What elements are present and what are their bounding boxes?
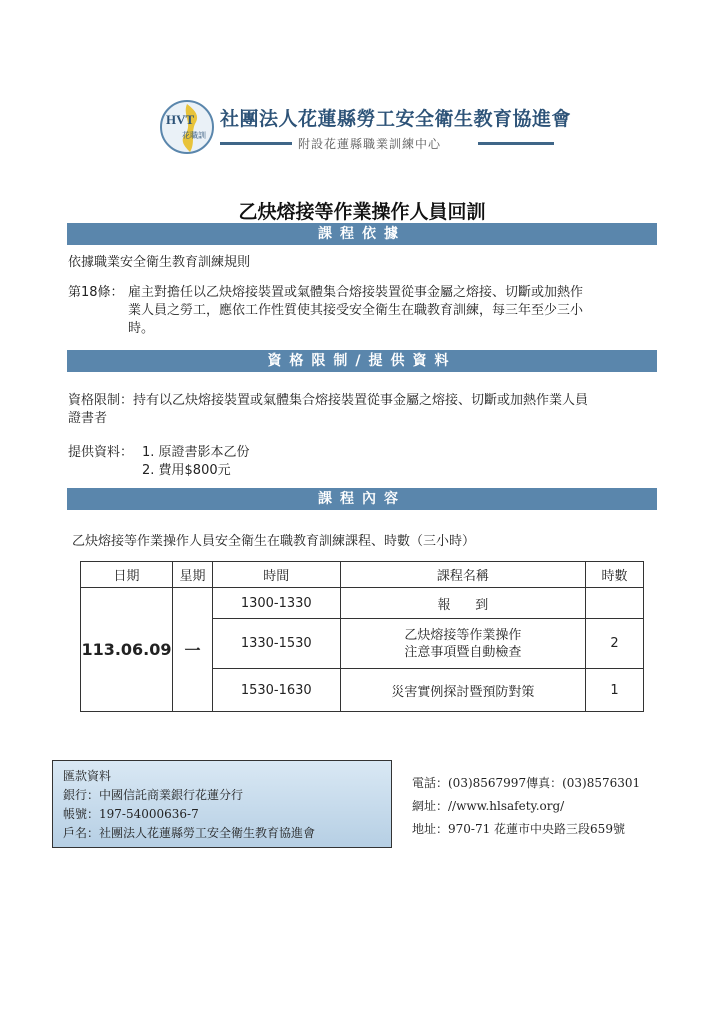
course-intro: 乙炔熔接等作業操作人員安全衛生在職教育訓練課程、時數（三小時） <box>72 534 476 549</box>
course-schedule-table <box>80 561 644 712</box>
provide-item-1: 1. 原證書影本乙份 <box>142 445 250 460</box>
qualification-limit-line1: 資格限制：持有以乙炔熔接裝置或氣體集合熔接裝置從事金屬之熔接、切斷或加熱作業人員 <box>68 393 589 408</box>
remittance-box <box>52 760 392 848</box>
table-header-row <box>81 562 644 588</box>
course-cell <box>340 619 585 669</box>
weekday-cell: 一 <box>172 588 212 712</box>
time-cell: 1530-1630 <box>212 669 340 712</box>
hours-cell: 2 <box>586 619 644 669</box>
provide-item-2: 2. 費用$800元 <box>142 463 231 478</box>
hours-cell <box>586 588 644 619</box>
provide-label: 提供資料： <box>68 445 134 460</box>
logo-subtext: 花職訓 <box>182 131 206 140</box>
article-text-line2: 業人員之勞工，應依工作性質使其接受安全衛生在職教育訓練，每三年至少三小 <box>128 303 584 318</box>
contact-phone: 電話：(03)8567997傳真：(03)8576301 <box>412 776 641 790</box>
basis-rule: 依據職業安全衛生教育訓練規則 <box>68 255 251 270</box>
header-hours: 時數 <box>586 562 644 588</box>
course-cell: 災害實例探討暨預防對策 <box>340 669 585 712</box>
article-label: 第18條： <box>68 285 124 300</box>
header-time: 時間 <box>212 562 340 588</box>
course-name-line1: 乙炔熔接等作業操作 <box>404 627 522 643</box>
organization-name: 社團法人花蓮縣勞工安全衛生教育協進會 <box>220 108 572 130</box>
time-cell: 1330-1530 <box>212 619 340 669</box>
contact-info <box>412 772 640 841</box>
section-bar-content: 課程內容 <box>67 488 657 510</box>
remittance-payee: 戶名：社團法人花蓮縣勞工安全衛生教育協進會 <box>63 826 316 840</box>
organization-subtitle: 附設花蓮縣職業訓練中心 <box>298 137 442 151</box>
table-row <box>81 588 644 619</box>
section-bar-qualification: 資格限制/提供資料 <box>67 350 657 372</box>
document-title: 乙炔熔接等作業操作人員回訓 <box>238 201 486 223</box>
article-text-line3: 時。 <box>128 321 155 336</box>
date-cell: 113.06.09 <box>81 588 173 712</box>
remittance-account: 帳號：197-54000636-7 <box>63 807 199 821</box>
header-course-name: 課程名稱 <box>340 562 585 588</box>
logo-text: HVT <box>166 112 195 127</box>
time-cell: 1300-1330 <box>212 588 340 619</box>
header-weekday: 星期 <box>172 562 212 588</box>
remittance-title: 匯款資料 <box>63 769 112 783</box>
hours-cell: 1 <box>586 669 644 712</box>
remittance-bank: 銀行：中國信託商業銀行花蓮分行 <box>63 788 244 802</box>
qualification-limit-line2: 證書者 <box>68 411 108 426</box>
organization-logo <box>160 98 214 156</box>
course-cell: 報 到 <box>340 588 585 619</box>
header-divider-left <box>220 142 292 145</box>
contact-website: 網址：//www.hlsafety.org/ <box>412 799 565 813</box>
section-bar-basis: 課程依據 <box>67 223 657 245</box>
header-divider-right <box>478 142 554 145</box>
article-text-line1: 雇主對擔任以乙炔熔接裝置或氣體集合熔接裝置從事金屬之熔接、切斷或加熱作 <box>128 285 584 300</box>
header-date: 日期 <box>81 562 173 588</box>
contact-address: 地址：970-71 花蓮市中央路三段659號 <box>412 822 625 836</box>
course-name-line2: 注意事項暨自動檢查 <box>404 644 522 660</box>
